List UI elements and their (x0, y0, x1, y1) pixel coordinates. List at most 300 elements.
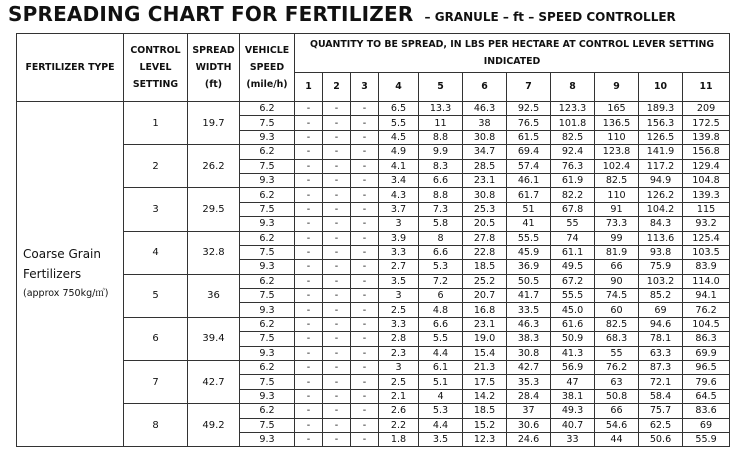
quantity-cell: 2.3 (379, 346, 419, 360)
quantity-cell: 102.4 (595, 159, 639, 173)
quantity-cell: 1.8 (379, 432, 419, 446)
vehicle-speed-cell: 6.2 (240, 145, 295, 159)
fertilizer-line3: (approx 750kg/㎥) (23, 288, 109, 300)
vehicle-speed-cell: 6.2 (240, 361, 295, 375)
quantity-cell: 22.8 (463, 245, 507, 259)
quantity-cell: - (351, 346, 379, 360)
quantity-cell: 23.1 (463, 317, 507, 331)
quantity-cell: 16.8 (463, 303, 507, 317)
quantity-cell: - (295, 102, 323, 116)
quantity-cell: 76.2 (595, 361, 639, 375)
vehicle-speed-cell: 9.3 (240, 389, 295, 403)
table-row (17, 317, 730, 331)
quantity-cell: 56.9 (551, 361, 595, 375)
vehicle-speed-cell: 7.5 (240, 159, 295, 173)
quantity-cell: 18.5 (463, 404, 507, 418)
quantity-cell: - (295, 289, 323, 303)
quantity-cell: - (295, 159, 323, 173)
header-setting-10: 10 (639, 73, 683, 102)
quantity-cell: - (351, 289, 379, 303)
vehicle-speed-cell: 7.5 (240, 245, 295, 259)
control-level-cell: 2 (124, 145, 188, 188)
quantity-cell: - (351, 231, 379, 245)
vehicle-speed-cell: 6.2 (240, 317, 295, 331)
quantity-cell: 50.8 (595, 389, 639, 403)
quantity-cell: 101.8 (551, 116, 595, 130)
quantity-cell: 64.5 (683, 389, 730, 403)
quantity-cell: - (351, 202, 379, 216)
quantity-cell: 2.7 (379, 260, 419, 274)
table-row (17, 188, 730, 202)
quantity-cell: 55.5 (551, 289, 595, 303)
quantity-cell: - (323, 432, 351, 446)
quantity-cell: - (323, 116, 351, 130)
header-setting-1: 1 (295, 73, 323, 102)
quantity-cell: 6.6 (419, 245, 463, 259)
quantity-cell: - (351, 432, 379, 446)
quantity-cell: 103.5 (683, 245, 730, 259)
quantity-cell: 92.5 (507, 102, 551, 116)
quantity-cell: - (351, 116, 379, 130)
quantity-cell: - (351, 245, 379, 259)
table-row (17, 274, 730, 288)
quantity-cell: 35.3 (507, 375, 551, 389)
quantity-cell: 61.9 (551, 173, 595, 187)
quantity-cell: 30.8 (463, 130, 507, 144)
header-setting-2: 2 (323, 73, 351, 102)
quantity-cell: 6.6 (419, 173, 463, 187)
page-title (8, 2, 676, 26)
quantity-cell: 94.9 (639, 173, 683, 187)
spreading-chart-table (16, 33, 730, 447)
quantity-cell: - (295, 260, 323, 274)
header-setting-8: 8 (551, 73, 595, 102)
quantity-cell: 114.0 (683, 274, 730, 288)
quantity-cell: - (295, 361, 323, 375)
quantity-cell: 33 (551, 432, 595, 446)
quantity-cell: 38.1 (551, 389, 595, 403)
quantity-cell: - (351, 332, 379, 346)
quantity-cell: 2.2 (379, 418, 419, 432)
quantity-cell: 123.8 (595, 145, 639, 159)
quantity-cell: 3.3 (379, 245, 419, 259)
quantity-cell: 41.7 (507, 289, 551, 303)
quantity-cell: 66 (595, 404, 639, 418)
vehicle-speed-cell: 7.5 (240, 289, 295, 303)
quantity-cell: 14.2 (463, 389, 507, 403)
quantity-cell: - (323, 130, 351, 144)
table-row (17, 145, 730, 159)
spread-width-cell: 32.8 (188, 231, 240, 274)
quantity-cell: 156.3 (639, 116, 683, 130)
quantity-cell: 83.9 (683, 260, 730, 274)
quantity-cell: 61.5 (507, 130, 551, 144)
spread-width-cell: 29.5 (188, 188, 240, 231)
quantity-cell: 3.3 (379, 317, 419, 331)
quantity-cell: 6.1 (419, 361, 463, 375)
quantity-cell: 4.5 (379, 130, 419, 144)
header-setting-4: 4 (379, 73, 419, 102)
quantity-cell: 3.5 (419, 432, 463, 446)
quantity-cell: 113.6 (639, 231, 683, 245)
quantity-cell: 8 (419, 231, 463, 245)
quantity-cell: - (351, 317, 379, 331)
quantity-cell: - (323, 303, 351, 317)
quantity-cell: 5.8 (419, 217, 463, 231)
quantity-cell: - (351, 303, 379, 317)
fertilizer-line1: Coarse Grain (23, 247, 101, 262)
quantity-cell: 57.4 (507, 159, 551, 173)
quantity-cell: 129.4 (683, 159, 730, 173)
header-control-level: CONTROL LEVEL SETTING (124, 34, 188, 102)
vehicle-speed-cell: 7.5 (240, 202, 295, 216)
vehicle-speed-cell: 7.5 (240, 332, 295, 346)
quantity-cell: 4.4 (419, 418, 463, 432)
control-level-cell: 1 (124, 102, 188, 145)
quantity-cell: 139.3 (683, 188, 730, 202)
quantity-cell: 86.3 (683, 332, 730, 346)
quantity-cell: - (323, 361, 351, 375)
quantity-cell: - (323, 274, 351, 288)
quantity-cell: 38.3 (507, 332, 551, 346)
header-setting-9: 9 (595, 73, 639, 102)
quantity-cell: - (295, 303, 323, 317)
quantity-cell: 4.4 (419, 346, 463, 360)
quantity-cell: - (323, 317, 351, 331)
quantity-cell: 69 (639, 303, 683, 317)
quantity-cell: 46.3 (507, 317, 551, 331)
quantity-cell: 30.6 (507, 418, 551, 432)
quantity-cell: 45.0 (551, 303, 595, 317)
quantity-cell: 42.7 (507, 361, 551, 375)
header-fertilizer-type: FERTILIZER TYPE (17, 34, 124, 102)
quantity-cell: - (323, 173, 351, 187)
quantity-cell: 75.9 (639, 260, 683, 274)
quantity-cell: - (323, 418, 351, 432)
quantity-cell: - (351, 404, 379, 418)
title-subtitle: – GRANULE – ft – SPEED CONTROLLER (424, 10, 676, 24)
quantity-cell: 20.5 (463, 217, 507, 231)
quantity-cell: 5.5 (419, 332, 463, 346)
quantity-cell: 46.1 (507, 173, 551, 187)
quantity-cell: 96.5 (683, 361, 730, 375)
control-level-cell: 6 (124, 317, 188, 360)
quantity-cell: 67.2 (551, 274, 595, 288)
quantity-cell: 139.8 (683, 130, 730, 144)
quantity-cell: - (295, 188, 323, 202)
quantity-cell: 189.3 (639, 102, 683, 116)
quantity-cell: 19.0 (463, 332, 507, 346)
quantity-cell: 7.2 (419, 274, 463, 288)
quantity-cell: 117.2 (639, 159, 683, 173)
quantity-cell: 90 (595, 274, 639, 288)
vehicle-speed-cell: 6.2 (240, 102, 295, 116)
quantity-cell: 61.6 (551, 317, 595, 331)
quantity-cell: - (295, 145, 323, 159)
quantity-cell: 23.1 (463, 173, 507, 187)
quantity-cell: 60 (595, 303, 639, 317)
quantity-cell: 78.1 (639, 332, 683, 346)
quantity-cell: - (295, 375, 323, 389)
quantity-cell: 126.5 (639, 130, 683, 144)
quantity-cell: 44 (595, 432, 639, 446)
quantity-cell: - (295, 404, 323, 418)
quantity-cell: 81.9 (595, 245, 639, 259)
quantity-cell: 209 (683, 102, 730, 116)
quantity-cell: 3 (379, 361, 419, 375)
quantity-cell: - (323, 389, 351, 403)
quantity-cell: 68.3 (595, 332, 639, 346)
quantity-cell: 72.1 (639, 375, 683, 389)
header-vehicle-speed: VEHICLE SPEED (mile/h) (240, 34, 295, 102)
vehicle-speed-cell: 7.5 (240, 418, 295, 432)
vehicle-speed-cell: 7.5 (240, 116, 295, 130)
quantity-cell: 55.5 (507, 231, 551, 245)
spread-width-cell: 36 (188, 274, 240, 317)
quantity-cell: 24.6 (507, 432, 551, 446)
quantity-cell: - (295, 274, 323, 288)
quantity-cell: 74 (551, 231, 595, 245)
quantity-cell: 82.5 (551, 130, 595, 144)
quantity-cell: 123.3 (551, 102, 595, 116)
quantity-cell: 66 (595, 260, 639, 274)
quantity-cell: - (295, 389, 323, 403)
quantity-cell: - (295, 418, 323, 432)
quantity-cell: 34.7 (463, 145, 507, 159)
quantity-cell: 45.9 (507, 245, 551, 259)
quantity-cell: 61.1 (551, 245, 595, 259)
quantity-cell: 69.4 (507, 145, 551, 159)
quantity-cell: - (295, 217, 323, 231)
quantity-cell: 76.2 (683, 303, 730, 317)
quantity-cell: 12.3 (463, 432, 507, 446)
control-level-cell: 5 (124, 274, 188, 317)
quantity-cell: 61.7 (507, 188, 551, 202)
quantity-cell: 67.8 (551, 202, 595, 216)
spread-width-cell: 42.7 (188, 361, 240, 404)
quantity-cell: 69.9 (683, 346, 730, 360)
quantity-cell: 2.6 (379, 404, 419, 418)
quantity-cell: 25.2 (463, 274, 507, 288)
quantity-cell: 87.3 (639, 361, 683, 375)
quantity-cell: 84.3 (639, 217, 683, 231)
quantity-cell: 76.3 (551, 159, 595, 173)
quantity-cell: 5.3 (419, 404, 463, 418)
header-setting-7: 7 (507, 73, 551, 102)
quantity-cell: 51 (507, 202, 551, 216)
quantity-cell: 83.6 (683, 404, 730, 418)
vehicle-speed-cell: 6.2 (240, 188, 295, 202)
quantity-cell: - (323, 202, 351, 216)
table-row (17, 231, 730, 245)
quantity-cell: - (323, 145, 351, 159)
fertilizer-line2: Fertilizers (23, 267, 82, 282)
quantity-cell: 4.1 (379, 159, 419, 173)
control-level-cell: 3 (124, 188, 188, 231)
quantity-cell: 115 (683, 202, 730, 216)
quantity-cell: - (295, 432, 323, 446)
quantity-cell: - (295, 202, 323, 216)
quantity-cell: 165 (595, 102, 639, 116)
quantity-cell: 92.4 (551, 145, 595, 159)
vehicle-speed-cell: 9.3 (240, 217, 295, 231)
quantity-cell: - (323, 231, 351, 245)
quantity-cell: - (351, 217, 379, 231)
quantity-cell: - (295, 346, 323, 360)
spread-width-cell: 39.4 (188, 317, 240, 360)
quantity-cell: - (295, 332, 323, 346)
quantity-cell: 75.7 (639, 404, 683, 418)
quantity-cell: 2.5 (379, 303, 419, 317)
quantity-cell: 46.3 (463, 102, 507, 116)
quantity-cell: 63 (595, 375, 639, 389)
quantity-cell: 15.2 (463, 418, 507, 432)
control-level-cell: 4 (124, 231, 188, 274)
spread-width-cell: 19.7 (188, 102, 240, 145)
quantity-cell: - (351, 130, 379, 144)
quantity-cell: - (351, 159, 379, 173)
quantity-cell: 125.4 (683, 231, 730, 245)
quantity-cell: 63.3 (639, 346, 683, 360)
vehicle-speed-cell: 9.3 (240, 173, 295, 187)
table-row (17, 102, 730, 116)
quantity-cell: 6.5 (379, 102, 419, 116)
quantity-cell: 141.9 (639, 145, 683, 159)
quantity-cell: 3 (379, 217, 419, 231)
quantity-cell: 3.5 (379, 274, 419, 288)
quantity-cell: - (295, 173, 323, 187)
table-row (17, 404, 730, 418)
quantity-cell: 74.5 (595, 289, 639, 303)
quantity-cell: 2.1 (379, 389, 419, 403)
quantity-cell: 5.3 (419, 260, 463, 274)
quantity-cell: 4 (419, 389, 463, 403)
spread-width-cell: 26.2 (188, 145, 240, 188)
quantity-cell: - (351, 274, 379, 288)
quantity-cell: - (351, 361, 379, 375)
quantity-cell: 41.3 (551, 346, 595, 360)
quantity-cell: 55 (595, 346, 639, 360)
quantity-cell: 28.5 (463, 159, 507, 173)
spread-width-cell: 49.2 (188, 404, 240, 447)
quantity-cell: - (351, 260, 379, 274)
quantity-cell: - (323, 188, 351, 202)
quantity-cell: - (323, 346, 351, 360)
quantity-cell: 50.5 (507, 274, 551, 288)
vehicle-speed-cell: 9.3 (240, 303, 295, 317)
quantity-cell: - (323, 404, 351, 418)
quantity-cell: - (295, 231, 323, 245)
quantity-cell: 4.9 (379, 145, 419, 159)
quantity-cell: 79.6 (683, 375, 730, 389)
fertilizer-type-cell (17, 102, 124, 447)
quantity-cell: 41 (507, 217, 551, 231)
quantity-cell: 3.9 (379, 231, 419, 245)
quantity-cell: - (323, 260, 351, 274)
quantity-cell: 37 (507, 404, 551, 418)
quantity-cell: - (295, 245, 323, 259)
vehicle-speed-cell: 7.5 (240, 375, 295, 389)
quantity-cell: 54.6 (595, 418, 639, 432)
quantity-cell: - (323, 217, 351, 231)
quantity-cell: - (351, 173, 379, 187)
quantity-cell: - (323, 332, 351, 346)
header-spread-width: SPREAD WIDTH (ft) (188, 34, 240, 102)
quantity-cell: 94.1 (683, 289, 730, 303)
quantity-cell: 7.3 (419, 202, 463, 216)
vehicle-speed-cell: 9.3 (240, 260, 295, 274)
quantity-cell: 110 (595, 130, 639, 144)
header-quantity: QUANTITY TO BE SPREAD, IN LBS PER HECTARE AT CONTROL LEVER SETTING INDICATED (295, 34, 730, 73)
header-setting-6: 6 (463, 73, 507, 102)
quantity-cell: 91 (595, 202, 639, 216)
quantity-cell: 82.5 (595, 173, 639, 187)
quantity-cell: 99 (595, 231, 639, 245)
quantity-cell: 8.3 (419, 159, 463, 173)
quantity-cell: 49.3 (551, 404, 595, 418)
quantity-cell: - (295, 130, 323, 144)
quantity-cell: 85.2 (639, 289, 683, 303)
quantity-cell: 6 (419, 289, 463, 303)
quantity-cell: 69 (683, 418, 730, 432)
quantity-cell: 4.8 (419, 303, 463, 317)
quantity-cell: 3.4 (379, 173, 419, 187)
quantity-cell: 55 (551, 217, 595, 231)
quantity-cell: - (351, 188, 379, 202)
quantity-cell: 156.8 (683, 145, 730, 159)
quantity-cell: 103.2 (639, 274, 683, 288)
quantity-cell: 6.6 (419, 317, 463, 331)
control-level-cell: 8 (124, 404, 188, 447)
vehicle-speed-cell: 9.3 (240, 432, 295, 446)
quantity-cell: 15.4 (463, 346, 507, 360)
quantity-cell: - (351, 102, 379, 116)
quantity-cell: 55.9 (683, 432, 730, 446)
quantity-cell: 73.3 (595, 217, 639, 231)
header-setting-3: 3 (351, 73, 379, 102)
quantity-cell: 104.5 (683, 317, 730, 331)
quantity-cell: 20.7 (463, 289, 507, 303)
vehicle-speed-cell: 6.2 (240, 404, 295, 418)
header-setting-5: 5 (419, 73, 463, 102)
quantity-cell: - (295, 317, 323, 331)
quantity-cell: 126.2 (639, 188, 683, 202)
quantity-cell: 93.8 (639, 245, 683, 259)
vehicle-speed-cell: 9.3 (240, 346, 295, 360)
quantity-cell: 5.5 (379, 116, 419, 130)
quantity-cell: 25.3 (463, 202, 507, 216)
control-level-cell: 7 (124, 361, 188, 404)
quantity-cell: 50.6 (639, 432, 683, 446)
quantity-cell: 30.8 (507, 346, 551, 360)
quantity-cell: 8.8 (419, 188, 463, 202)
quantity-cell: 104.8 (683, 173, 730, 187)
quantity-cell: - (323, 102, 351, 116)
quantity-cell: 2.8 (379, 332, 419, 346)
quantity-cell: - (323, 159, 351, 173)
quantity-cell: 172.5 (683, 116, 730, 130)
quantity-cell: 3 (379, 289, 419, 303)
quantity-cell: 8.8 (419, 130, 463, 144)
quantity-cell: 3.7 (379, 202, 419, 216)
quantity-cell: 30.8 (463, 188, 507, 202)
quantity-cell: 36.9 (507, 260, 551, 274)
quantity-cell: - (323, 245, 351, 259)
header-setting-11: 11 (683, 73, 730, 102)
quantity-cell: 49.5 (551, 260, 595, 274)
quantity-cell: - (351, 418, 379, 432)
quantity-cell: 28.4 (507, 389, 551, 403)
